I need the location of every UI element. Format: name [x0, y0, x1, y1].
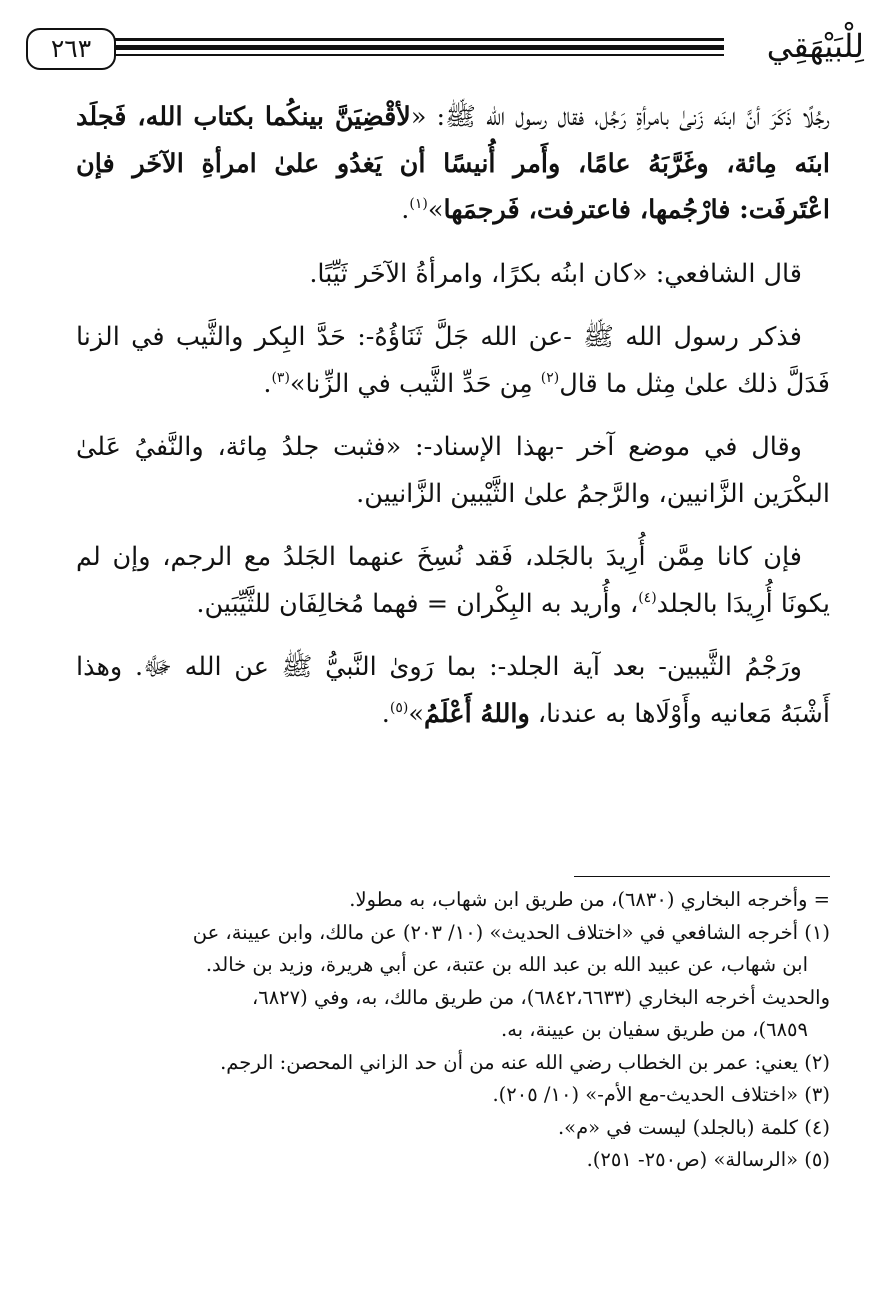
text: وقال في موضع آخر -بهذا الإسناد-: «فثبت جلدُ مِائة، والنَّفيُ عَلىٰ البكْرَين الزَّانيين، والرَّجمُ علىٰ الثَّيْبين الزَّانيين.: [76, 432, 830, 509]
header-rule: [114, 54, 724, 56]
text: »: [408, 698, 424, 729]
text: رجُلًا ذَكَرَ أنَّ ابنَه زَنىٰ بامرأةِ رَجُل، فقال رسول الله ﷺ: «: [410, 102, 830, 132]
hadith-quote: لأقْضِيَنَّ بينكُما بكتاب الله، فَجلَد ابنَه مِائة، وغَرَّبَهُ عامًا، وأَمر أُنيسًا أن يَغدُو علىٰ امرأةِ الآخَر فإن اعْتَرفَت: فارْجُمها، فاعترفت، فَرجمَها: [76, 102, 830, 225]
text: .: [263, 368, 272, 399]
footnote: (٢) يعني: عمر بن الخطاب رضي الله عنه من أن حد الزاني المحصن: الرجم.: [220, 1050, 830, 1074]
footnotes: [76, 884, 830, 1177]
page-number: ٢٦٣: [26, 28, 116, 70]
footnote: (٥) «الرسالة» (ص٢٥٠- ٢٥١).: [586, 1148, 830, 1171]
text: ، وأُريد به البِكْران = فهما مُخالِفَان للثَّيِّبَين.: [196, 588, 639, 619]
text: »: [427, 195, 444, 225]
page-header: [26, 28, 864, 72]
text: ورَجْمُ الثَّيبين- بعد آية الجلد-: بما رَوىٰ النَّبيُّ ﷺ عن الله ﷻ. وهذا أَشْبَهُ مَعانيه وأَوْلَاها به عندنا،: [76, 652, 830, 729]
footnote-continuation: ابن شهاب، عن عبيد الله بن عبد الله بن عتبة، عن أبي هريرة، وزيد بن خالد.: [205, 953, 808, 976]
footnote: = وأخرجه البخاري (٦٨٣٠)، من طريق ابن شهاب، به مطولا.: [349, 888, 830, 911]
header-rule: [114, 38, 724, 41]
paragraph: [76, 251, 830, 298]
header-rule: [114, 45, 724, 50]
main-text: [76, 94, 830, 754]
footnote-ref: (٢): [540, 369, 560, 386]
footnote-ref: (٤): [638, 589, 657, 606]
footnote-ref: (١): [409, 196, 428, 212]
footnote: (٤) كلمة (بالجلد) ليست في «م».: [557, 1115, 830, 1139]
paragraph: [76, 424, 830, 517]
footnote: (١) أخرجه الشافعي في «اختلاف الحديث» (١٠/ ٢٠٣) عن مالك، وابن عيينة، عن: [192, 920, 830, 944]
text: قال الشافعي: «كان ابنُه بكرًا، وامرأةُ الآخَر ثَيِّبًا.: [309, 258, 802, 289]
footnote-continuation: ٦٨٥٩)، من طريق سفيان بن عيينة، به.: [501, 1018, 808, 1041]
text: فإن كانا مِمَّن أُرِيدَ بالجَلد، فَقد نُسِخَ عنهما الجَلدُ مع الرجم، وإن لم يكونَا أُرِيدَا بالجلد: [76, 542, 830, 619]
closing-phrase: واللهُ أَعْلَمُ: [423, 698, 530, 729]
paragraph: [76, 534, 830, 627]
footnote-separator: [574, 876, 830, 877]
paragraph: [76, 314, 830, 407]
paragraph: [76, 644, 830, 737]
running-title: لِلْبَيْهَقِي: [766, 27, 864, 65]
footnote-ref: (٣): [271, 369, 290, 386]
paragraph: [76, 94, 830, 234]
text: مِن حَدِّ الثَّيب في الزِّنا»: [289, 368, 541, 399]
footnote-ref: (٥): [389, 699, 409, 716]
text: .: [401, 195, 410, 225]
footnote: والحديث أخرجه البخاري (٦٨٤٢،٦٦٣٣)، من طريق مالك، به، وفي (٦٨٢٧،: [251, 985, 830, 1009]
footnote: (٣) «اختلاف الحديث-مع الأم-» (١٠/ ٢٠٥).: [492, 1083, 830, 1106]
text: .: [381, 698, 390, 729]
text: فذكر رسول الله ﷺ -عن الله جَلَّ ثَنَاؤُهُ-: حَدَّ البِكر والثَّيب في الزنا فَدَلَّ ذلك علىٰ مِثل ما قال: [76, 322, 830, 399]
